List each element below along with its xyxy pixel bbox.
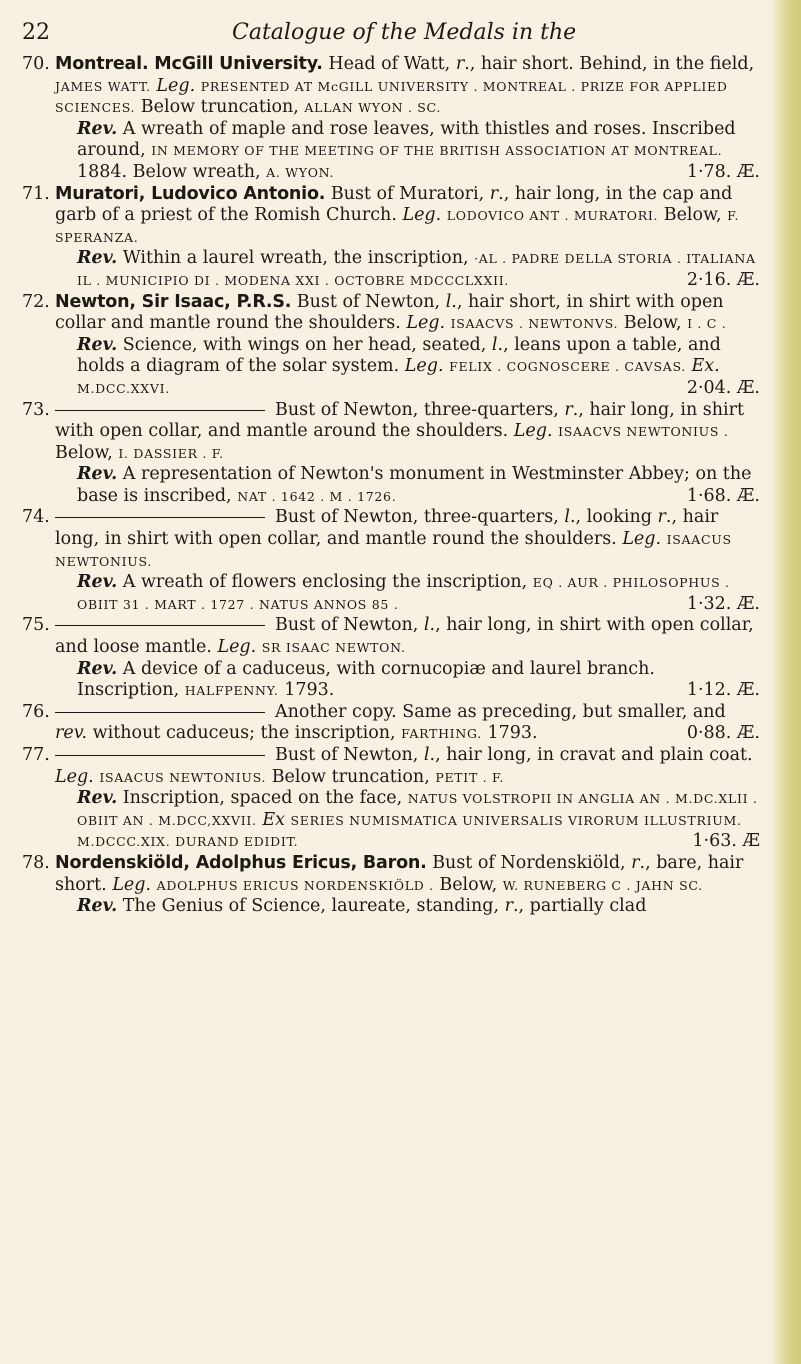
reverse-description: Rev. A device of a caduceus, with cornucopiæ and laurel branch. Inscription, HALFPENNY. 1793. 1·12. Æ. [77, 658, 760, 701]
entry-number: 78. [22, 852, 50, 873]
page-header [22, 16, 742, 52]
entry-71: 71. Muratori, Ludovico Antonio. Bust of Muratori, r., hair long, in the cap and garb of a priest of the Romish Church. Leg. LODOVICO ANT . MURATORI. Below, F. SPERANZA. Rev. Within a laurel wreath, the inscription, ·AL . PADRE DELLA STORIA . ITALIANA IL . MUNICIPIO DI . MODENA XXI . OCTOBRE MDCCCLXXII. 2·16. Æ. [22, 183, 760, 290]
medal-size: 1·12. Æ. [686, 680, 760, 701]
medal-size: 1·63. Æ [692, 831, 760, 852]
ditto-rule [55, 712, 265, 713]
entry-75: 75. Bust of Newton, l., hair long, in shirt with open collar, and loose mantle. Leg. SR ISAAC NEWTON. Rev. A device of a caduceus, with cornucopiæ and laurel branch. Inscription, HALFPENNY. 1793. 1·12. Æ. [22, 615, 760, 701]
ditto-rule [55, 625, 265, 626]
ditto-rule [55, 517, 265, 518]
medal-size: 1·78. Æ. [686, 161, 760, 182]
entry-74: 74. Bust of Newton, three-quarters, l., looking r., hair long, in shirt with open collar, and mantle round the shoulders. Leg. ISAACUS NEWTONIUS. Rev. A wreath of flowers enclosing the inscription, EQ . AUR . PHILOSOPHUS . OBIIT 31 . MART . 1727 . NATUS ANNOS 85 . 1·32. Æ. [22, 507, 760, 614]
entry-number: 72. [22, 291, 50, 312]
entry-number: 71. [22, 183, 50, 204]
reverse-description: Rev. A representation of Newton's monument in Westminster Abbey; on the base is inscribed, NAT . 1642 . M . 1726. 1·68. Æ. [77, 464, 760, 506]
reverse-description: Rev. A wreath of maple and rose leaves, with thistles and roses. Inscribed around, IN MEMORY OF THE MEETING OF THE BRITISH ASSOCIATION AT MONTREAL. 1884. Below wreath, A. WYON. 1·78. Æ. [77, 118, 760, 182]
entry-number: 75. [22, 615, 50, 636]
medal-size: 1·32. Æ. [686, 593, 760, 614]
entry-number: 70. [22, 54, 50, 74]
entries-list [22, 54, 760, 918]
entry-name: Newton, Sir Isaac, P.R.S. [55, 291, 292, 312]
medal-size: 0·88. Æ. [686, 723, 760, 744]
entry-number: 73. [22, 399, 50, 420]
reverse-description: Rev. Science, with wings on her head, seated, l., leans upon a table, and holds a diagram of the solar system. Leg. FELIX . COGNOSCERE . CAVSAS. Ex. M.DCC.XXVI. 2·04. Æ. [77, 334, 760, 398]
medal-size: 2·16. Æ. [686, 269, 760, 290]
entry-72: 72. Newton, Sir Isaac, P.R.S. Bust of Newton, l., hair short, in shirt with open collar and mantle round the shoulders. Leg. ISAACVS . NEWTONVS. Below, I . C . Rev. Science, with wings on her head, seated, l., leans upon a table, and holds a diagram of the solar system. Leg. FELIX . COGNOSCERE . CAVSAS. Ex. M.DCC.XXVI. 2·04. Æ. [22, 291, 760, 398]
reverse-description: Rev. A wreath of flowers enclosing the inscription, EQ . AUR . PHILOSOPHUS . OBIIT 31 . MART . 1727 . NATUS ANNOS 85 . 1·32. Æ. [77, 572, 760, 614]
entry-name: Montreal. McGill University. [55, 54, 323, 74]
reverse-description: Rev. The Genius of Science, laureate, standing, r., partially clad [77, 896, 647, 917]
entry-name: Nordenskiöld, Adolphus Ericus, Baron. [55, 852, 427, 873]
entry-78: 78. Nordenskiöld, Adolphus Ericus, Baron. Bust of Nordenskiöld, r., bare, hair short. Leg. ADOLPHUS ERICUS NORDENSKIÖLD . Below, W. RUNEBERG C . JAHN SC. Rev. The Genius of Science, laureate, standing, r., partially clad [22, 853, 760, 918]
reverse-description: Rev. Within a laurel wreath, the inscription, ·AL . PADRE DELLA STORIA . ITALIANA IL . MUNICIPIO DI . MODENA XXI . OCTOBRE MDCCCLXXII. 2·16. Æ. [77, 248, 760, 290]
entry-name: Muratori, Ludovico Antonio. [55, 183, 326, 204]
page-number: 22 [22, 20, 50, 45]
ditto-rule [55, 755, 265, 756]
reverse-description: Rev. Inscription, spaced on the face, NATUS VOLSTROPII IN ANGLIA AN . M.DC.XLII . OBIIT AN . M.DCC,XXVII. Ex SERIES NUMISMATICA UNIVERSALIS VIRORUM ILLUSTRIUM. M.DCCC.XIX. DURAND EDIDIT. 1·63. Æ [77, 788, 760, 852]
entry-73: 73. Bust of Newton, three-quarters, r., hair long, in shirt with open collar, and mantle around the shoulders. Leg. ISAACVS NEWTONIUS . Below, I. DASSIER . F. Rev. A representation of Newton's monument in Westminster Abbey; on the base is inscribed, NAT . 1642 . M . 1726. 1·68. Æ. [22, 399, 760, 506]
entry-number: 74. [22, 507, 50, 528]
running-title: Catalogue of the Medals in the [232, 20, 577, 45]
page-edge [771, 0, 801, 1364]
entry-76: 76. Another copy. Same as preceding, but smaller, and rev. without caduceus; the inscription, FARTHING. 1793. 0·88. Æ. [22, 701, 760, 744]
medal-size: 1·68. Æ. [686, 485, 760, 506]
entry-number: 76. [22, 701, 50, 722]
entry-70: 70. Montreal. McGill University. Head of Watt, r., hair short. Behind, in the field, JAMES WATT. Leg. PRESENTED AT McGILL UNIVERSITY . MONTREAL . PRIZE FOR APPLIED SCIENCES. Below truncation, ALLAN WYON . SC. Rev. A wreath of maple and rose leaves, with thistles and roses. Inscribed around, IN MEMORY OF THE MEETING OF THE BRITISH ASSOCIATION AT MONTREAL. 1884. Below wreath, A. WYON. 1·78. Æ. [22, 54, 760, 182]
entry-77: 77. Bust of Newton, l., hair long, in cravat and plain coat. Leg. ISAACUS NEWTONIUS. Below truncation, PETIT . F. Rev. Inscription, spaced on the face, NATUS VOLSTROPII IN ANGLIA AN . M.DC.XLII . OBIIT AN . M.DCC,XXVII. Ex SERIES NUMISMATICA UNIVERSALIS VIRORUM ILLUSTRIUM. M.DCCC.XIX. DURAND EDIDIT. 1·63. Æ [22, 745, 760, 852]
entry-number: 77. [22, 745, 50, 765]
ditto-rule [55, 410, 265, 411]
medal-size: 2·04. Æ. [686, 377, 760, 398]
